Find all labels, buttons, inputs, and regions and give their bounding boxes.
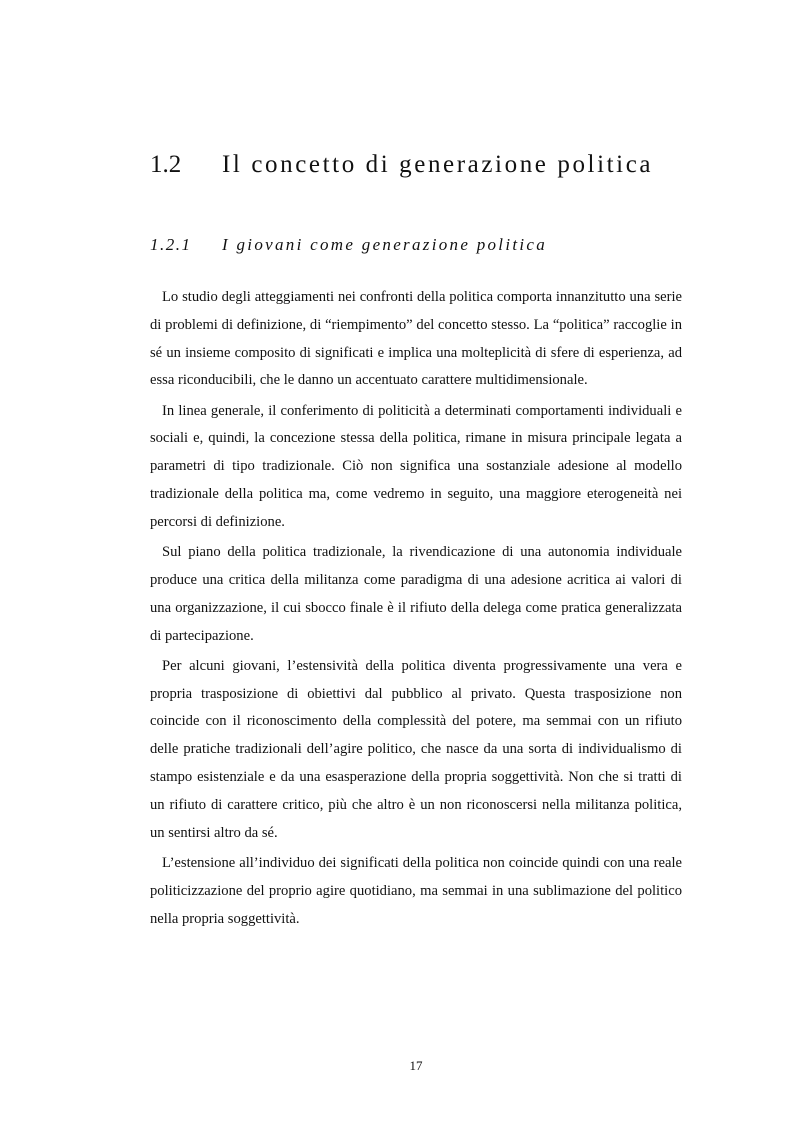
page-number: 17: [409, 1058, 423, 1073]
paragraph: Lo studio degli atteggiamenti nei confronti della politica comporta innanzitutto una serie di problemi di definizione, di “riempimento” del concetto stesso. La “politica” raccoglie in sé un insieme composito di significati e implica una molteplicità di sfere di esperienza, ad essa riconducibili, che le danno un accentuato carattere multidimensionale.: [150, 289, 682, 389]
body-text: [150, 284, 682, 936]
paragraph: In linea generale, il conferimento di politicità a determinati comportamenti individuali e sociali e, quindi, la concezione stessa della politica, rimane in misura principale legata a parametri di tipo tradizionale. Ciò non significa una sostanziale adesione al modello tradizionale della politica ma, come vedremo in seguito, una maggiore eterogeneità nei percorsi di definizione.: [150, 402, 682, 530]
section-title: Il concetto di generazione politica: [222, 151, 654, 178]
paragraph: Per alcuni giovani, l’estensività della politica diventa progressivamente una vera e propria trasposizione di obiettivi dal pubblico al privato. Questa trasposizione non coincide con il riconoscimento della complessità del potere, ma semmai con un rifiuto delle pratiche tradizionali dell’agire politico, che nasce da una sorta di individualismo di stampo esistenziale e da una esasperazione della propria soggettività. Non che si tratti di un rifiuto di carattere critico, più che altro è un non riconoscersi nella militanza politica, un sentirsi altro da sé.: [150, 657, 682, 841]
subsection-heading: [150, 235, 547, 255]
subsection-number: 1.2.1: [150, 235, 192, 254]
paragraph: Sul piano della politica tradizionale, la rivendicazione di una autonomia individuale produce una critica della militanza come paradigma di una adesione acritica ai valori di una organizzazione, il cui sbocco finale è il rifiuto della delega come pratica generalizzata di partecipazione.: [150, 544, 682, 644]
paragraph: L’estensione all’individuo dei significati della politica non coincide quindi con una reale politicizzazione del proprio agire quotidiano, ma semmai in una sublimazione del politico nella propria soggettività.: [150, 854, 682, 927]
section-number: 1.2: [150, 151, 182, 178]
section-heading: [150, 151, 653, 179]
subsection-title: I giovani come generazione politica: [222, 235, 548, 254]
